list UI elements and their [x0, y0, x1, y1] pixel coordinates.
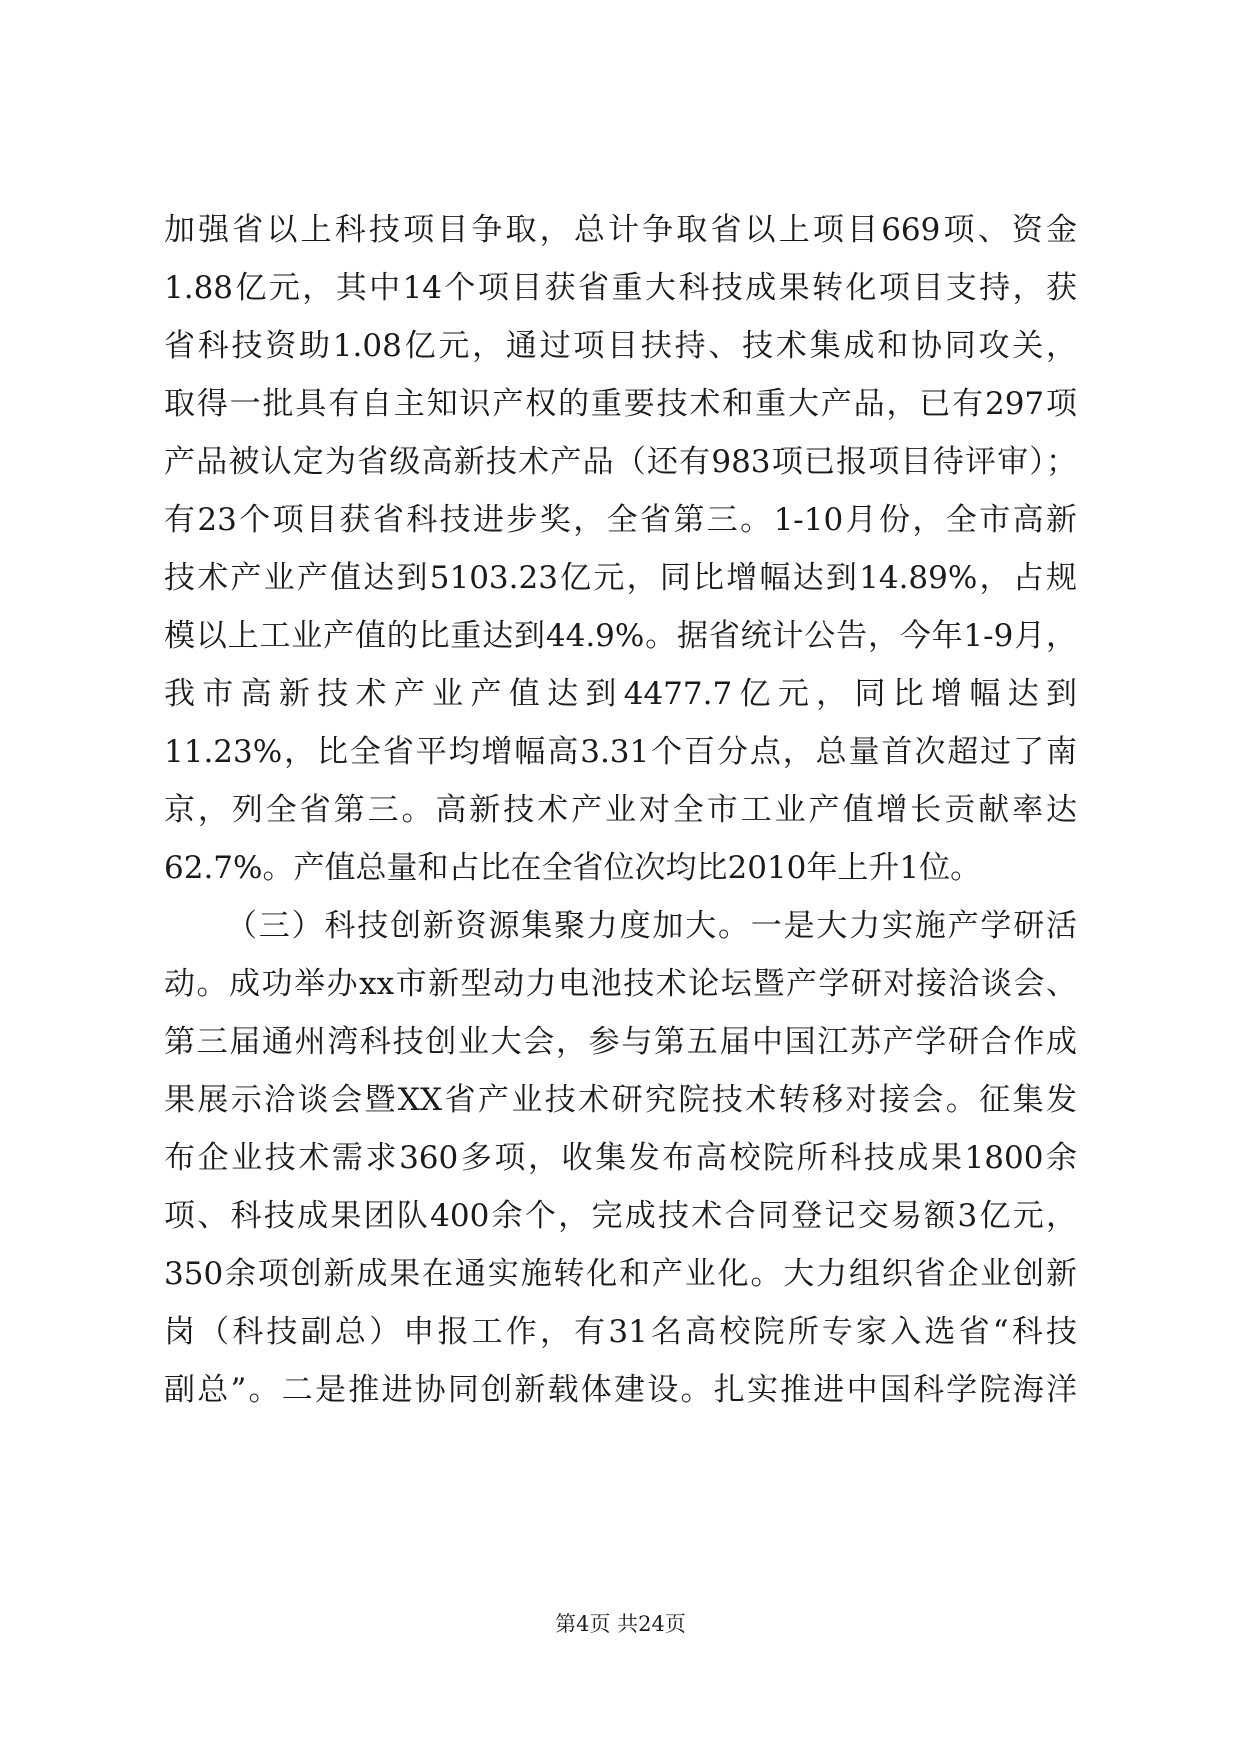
- text-line: 布企业技术需求360多项，收集发布高校院所科技成果1800余: [164, 1140, 1077, 1176]
- section-heading-line: （三）科技创新资源集聚力度加大。一是大力实施产学研活: [226, 908, 1077, 944]
- text-line: 副总”。二是推进协同创新载体建设。扎实推进中国科学院海洋: [164, 1372, 1077, 1408]
- text-line: 第三届通州湾科技创业大会，参与第五届中国江苏产学研合作成: [164, 1024, 1077, 1060]
- text-line: 技术产业产值达到5103.23亿元，同比增幅达到14.89%，占规: [164, 560, 1077, 596]
- text-line: 取得一批具有自主知识产权的重要技术和重大产品，已有297项: [164, 386, 1077, 422]
- text-line: 加强省以上科技项目争取，总计争取省以上项目669项、资金: [164, 212, 1077, 248]
- text-line: 岗（科技副总）申报工作，有31名高校院所专家入选省“科技: [164, 1314, 1077, 1350]
- page-number-footer: 第4页 共24页: [555, 1612, 686, 1636]
- text-line: 动。成功举办xx市新型动力电池技术论坛暨产学研对接洽谈会、: [164, 966, 1077, 1002]
- text-line: 模以上工业产值的比重达到44.9%。据省统计公告，今年1-9月，: [164, 618, 1077, 654]
- text-line: 350余项创新成果在通实施转化和产业化。大力组织省企业创新: [164, 1256, 1077, 1292]
- text-line: 我市高新技术产业产值达到4477.7亿元，同比增幅达到: [164, 676, 1077, 712]
- text-line: 11.23%，比全省平均增幅高3.31个百分点，总量首次超过了南: [164, 734, 1077, 770]
- text-line: 果展示洽谈会暨XX省产业技术研究院技术转移对接会。征集发: [164, 1082, 1077, 1118]
- text-line: 产品被认定为省级高新技术产品（还有983项已报项目待评审）；: [164, 444, 1077, 480]
- text-line: 省科技资助1.08亿元，通过项目扶持、技术集成和协同攻关，: [164, 328, 1077, 364]
- text-line: 1.88亿元，其中14个项目获省重大科技成果转化项目支持，获: [164, 270, 1077, 306]
- text-line: 项、科技成果团队400余个，完成技术合同登记交易额3亿元，: [164, 1198, 1077, 1234]
- text-line: 京，列全省第三。高新技术产业对全市工业产值增长贡献率达: [164, 792, 1077, 828]
- text-line: 有23个项目获省科技进步奖，全省第三。1-10月份，全市高新: [164, 502, 1077, 538]
- text-line: 62.7%。产值总量和占比在全省位次均比2010年上升1位。: [164, 850, 982, 886]
